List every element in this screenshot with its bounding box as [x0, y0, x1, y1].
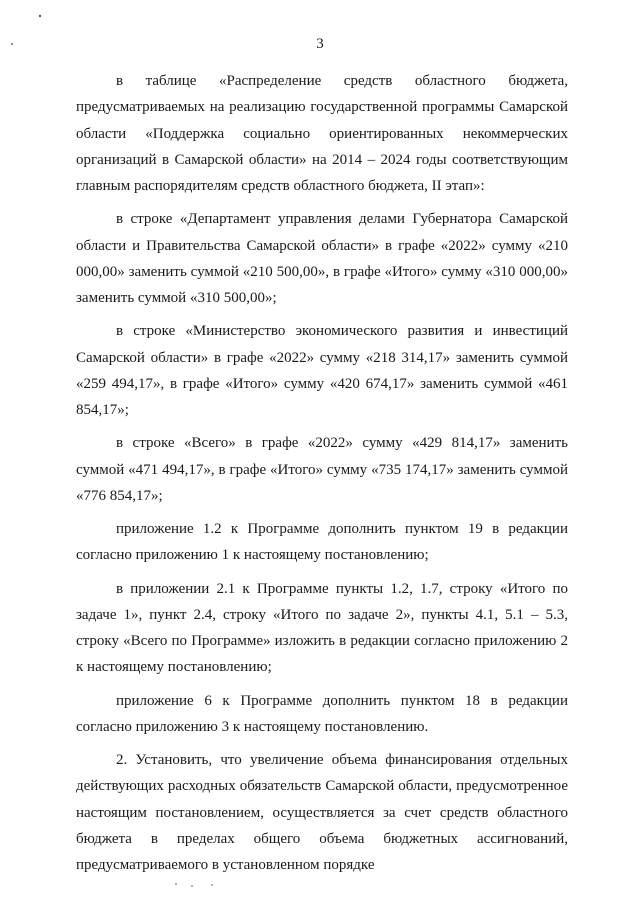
paragraph-appendix-2-1: в приложении 2.1 к Программе пункты 1.2, 1.7, строку «Итого по задаче 1», пункт 2.4, строку «Итого по задаче 2», пункты 4.1, 5.1 – 5.3, строку «Всего по Программе» изложить в редакции согласно приложению 2 к настоящему постановлению; — [76, 580, 568, 676]
paragraph-total-row: в строке «Всего» в графе «2022» сумму «429 814,17» заменить суммой «471 494,17», в графе «Итого» сумму «735 174,17» заменить суммой «776 854,17»; — [76, 435, 568, 504]
paragraph-appendix-1-2: приложение 1.2 к Программе дополнить пунктом 19 в редакции согласно приложению 1 к настоящему постановлению; — [76, 521, 568, 564]
paragraph-appendix-6: приложение 6 к Программе дополнить пунктом 18 в редакции согласно приложению 3 к настоящему постановлению. — [76, 692, 568, 735]
page-number: 3 — [316, 36, 324, 52]
paragraph-clause-2: 2. Установить, что увеличение объема финансирования отдельных действующих расходных обязательств Самарской области, предусмотренное настоящим постановлением, осуществляется за счет средств областного бюджета в пределах общего объема бюджетных ассигнований, предусматриваемого в установленном порядке — [76, 752, 568, 873]
paragraph-table-distribution: в таблице «Распределение средств областного бюджета, предусматриваемых на реализацию государственной программы Самарской области «Поддержка социально ориентированных некоммерческих организаций в Самарской области» на 2014 – 2024 годы соответствующим главным распорядителям средств областного бюджета, II этап»: — [76, 73, 568, 194]
document-body — [76, 68, 568, 885]
paragraph-department-governor: в строке «Департамент управления делами Губернатора Самарской области и Правительства Самарской области» в графе «2022» сумму «210 000,00» заменить суммой «210 500,00», в графе «Итого» сумму «310 000,00» заменить суммой «310 500,00»; — [76, 211, 568, 306]
paragraph-ministry-economic: в строке «Министерство экономического развития и инвестиций Самарской области» в графе «2022» сумму «218 314,17» заменить суммой «259 494,17», в графе «Итого» сумму «420 674,17» заменить суммой «461 854,17»; — [76, 323, 568, 418]
